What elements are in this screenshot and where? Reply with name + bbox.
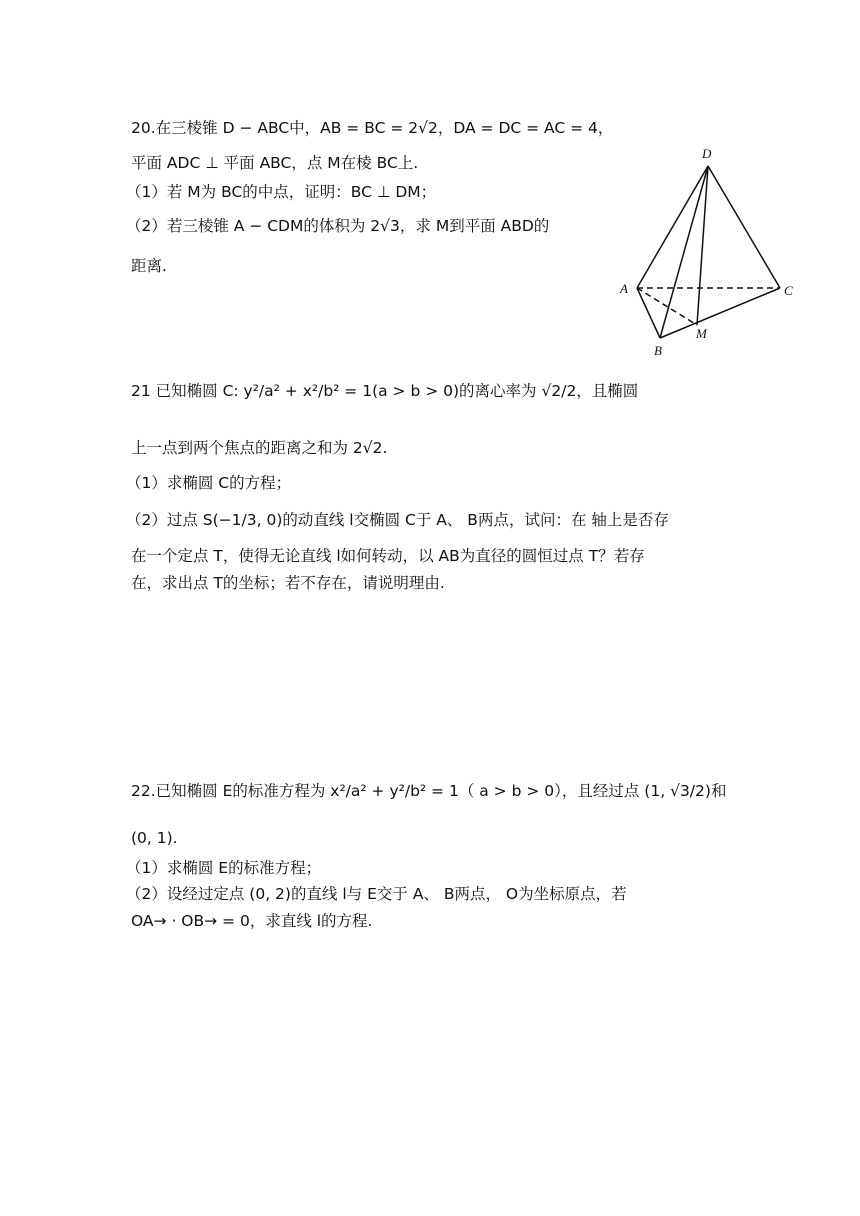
problem-20-line-1: 20.在三棱锥 D − ABC中，AB = BC = 2√2，DA = DC = AC = 4， (131, 119, 614, 137)
problem-21-part-2: （2）过点 S(−1/3, 0)的动直线 l交椭圆 C于 A、 B两点，试问：在 轴上是否存 (126, 511, 669, 529)
problem-22-part-2: （2）设经过定点 (0, 2)的直线 l与 E交于 A、 B两点， O为坐标原点，若 (126, 885, 627, 903)
problem-21-line-1: 21 已知椭圆 C: y²/a² + x²/b² = 1(a > b > 0)的离心率为 √2/2，且椭圆 (131, 382, 639, 400)
problem-22-line-2: (0, 1). (131, 829, 178, 847)
edge-DA (637, 166, 708, 288)
problem-20-line-2: 平面 ADC ⊥ 平面 ABC，点 M在棱 BC上. (131, 154, 419, 172)
problem-21-part-1: （1）求椭圆 C的方程； (126, 474, 292, 492)
tetrahedron-figure (612, 140, 812, 365)
label-C: C (784, 283, 793, 298)
problem-22-line-5: OA→ · OB→ = 0，求直线 l的方程. (131, 912, 373, 930)
problem-21-line-6: 在，求出点 T的坐标；若不存在，请说明理由. (131, 574, 445, 592)
problem-21-line-2: 上一点到两个焦点的距离之和为 2√2. (131, 439, 388, 457)
label-M: M (696, 326, 707, 341)
problem-20-line-5: 距离. (131, 257, 167, 275)
label-D: D (702, 146, 712, 161)
edge-DB (660, 166, 708, 338)
problem-22-part-1: （1）求椭圆 E的标准方程； (126, 859, 322, 877)
problem-22-line-1: 22.已知椭圆 E的标准方程为 x²/a² + y²/b² = 1（ a > b > 0），且经过点 (1, √3/2)和 (131, 782, 727, 800)
label-A: A (620, 281, 628, 296)
edge-BC (660, 288, 780, 338)
problem-21-line-5: 在一个定点 T，使得无论直线 l如何转动，以 AB为直径的圆恒过点 T？若存 (131, 547, 645, 565)
edge-DM (697, 166, 708, 325)
problem-20-part-1: （1）若 M为 BC的中点，证明：BC ⊥ DM； (126, 183, 437, 201)
edge-DC (708, 166, 780, 288)
label-B: B (654, 343, 662, 358)
problem-20-part-2: （2）若三棱锥 A − CDM的体积为 2√3，求 M到平面 ABD的 (126, 217, 550, 235)
